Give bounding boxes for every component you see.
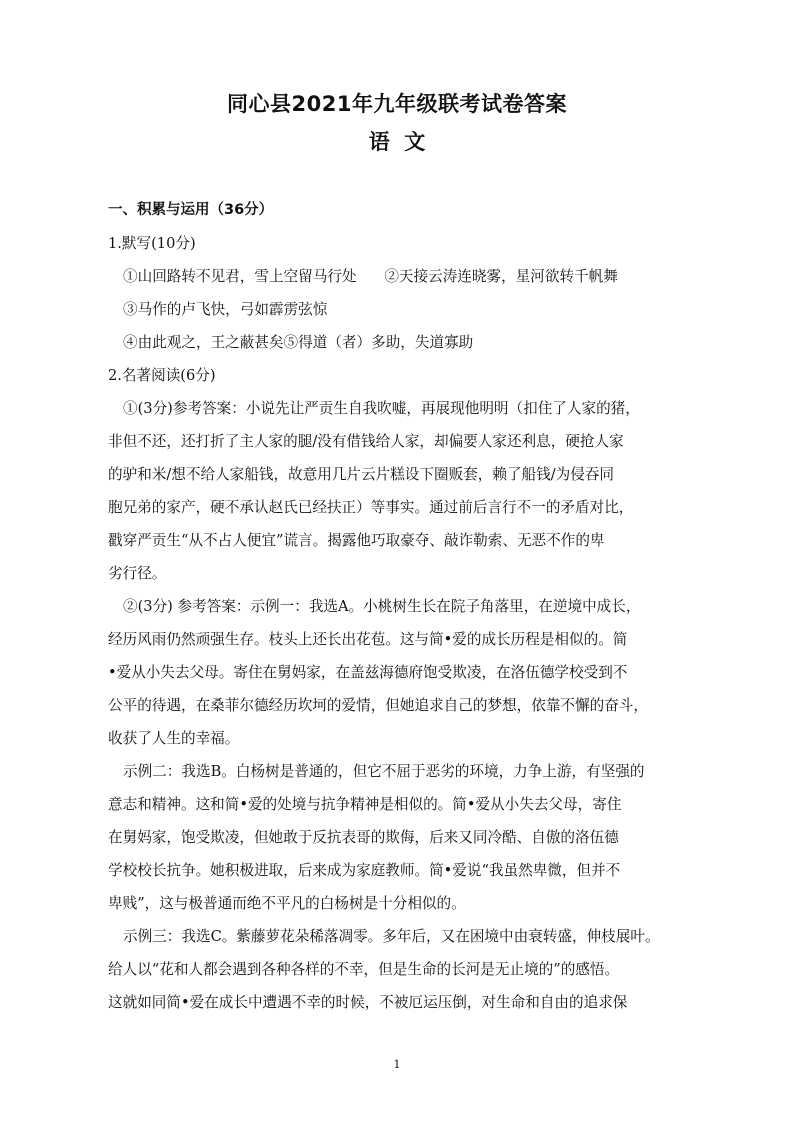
answer-line: 公平的待遇，在桑菲尔德经历坎坷的爱情，但她追求自己的梦想，依靠不懈的奋斗， xyxy=(108,697,648,714)
page-number: 1 xyxy=(393,1058,401,1071)
answer-line: 胞兄弟的家产，硬不承认赵氏已经扶正）等事实。通过前后言行不一的矛盾对比， xyxy=(108,499,634,516)
answer-line: ③马作的卢飞快，弓如霹雳弦惊 xyxy=(123,301,328,318)
answer-line: ②(3分) 参考答案：示例一：我选A。小桃树生长在院子角落里，在逆境中成长， xyxy=(123,598,641,615)
answer-line: 这就如同简•爱在成长中遭遇不幸的时候，不被厄运压倒，对生命和自由的追求保 xyxy=(108,994,628,1011)
answer-line: 在舅妈家，饱受欺凌，但她敢于反抗表哥的欺侮，后来又同冷酷、自傲的洛伍德 xyxy=(108,829,619,846)
question-1-label: 1.默写(10分) xyxy=(108,235,196,252)
document-title: 同心县2021年九年级联考试卷答案 xyxy=(227,92,567,116)
answer-line: 收获了人生的幸福。 xyxy=(108,730,240,747)
answer-line: ④由此观之，王之蔽甚矣⑤得道（者）多助，失道寡助 xyxy=(123,334,474,351)
answer-line: •爱从小失去父母。寄住在舅妈家，在盖兹海德府饱受欺凌，在洛伍德学校受到不 xyxy=(108,664,628,681)
question-2-label: 2.名著阅读(6分) xyxy=(108,367,216,384)
answer-line: 卑贱”，这与极普通而绝不平凡的白杨树是十分相似的。 xyxy=(108,895,466,912)
answer-line: ①山回路转不见君，雪上空留马行处 ②天接云涛连晓雾，星河欲转千帆舞 xyxy=(123,268,618,285)
answer-line: 戳穿严贡生“从不占人便宜”谎言。揭露他巧取豪夺、敲诈勒索、无恶不作的卑 xyxy=(108,532,605,549)
answer-line: 非但不还，还打折了主人家的腿/没有借钱给人家，却偏要人家还利息，硬抢人家 xyxy=(108,433,624,450)
answer-line: 学校校长抗争。她积极进取，后来成为家庭教师。简•爱说“我虽然卑微，但并不 xyxy=(108,862,621,879)
section-heading: 一、积累与运用（36分） xyxy=(108,202,274,218)
answer-line: 意志和精神。这和简•爱的处境与抗争精神是相似的。简•爱从小失去父母，寄住 xyxy=(108,796,622,813)
answer-line: 的驴和米/想不给人家船钱，故意用几片云片糕设下圈贩套，赖了船钱/为侵吞同 xyxy=(108,466,615,483)
answer-line: 经历风雨仍然顽强生存。枝头上还长出花苞。这与简•爱的成长历程是相似的。简 xyxy=(108,631,628,648)
answer-line: 示例三：我选C。紫藤萝花朵稀落凋零。多年后，又在困境中由衰转盛，伸枝展叶。 xyxy=(123,928,660,945)
answer-line: ①(3分)参考答案：小说先让严贡生自我吹嘘，再展现他明明（扣住了人家的猪， xyxy=(123,400,640,417)
answer-line: 劣行径。 xyxy=(108,565,167,582)
answer-line: 示例二：我选B。白杨树是普通的，但它不屈于恶劣的环境，力争上游，有坚强的 xyxy=(123,763,645,780)
subject-title: 语 文 xyxy=(368,130,426,154)
answer-line: 给人以“花和人都会遇到各种各样的不幸，但是生命的长河是无止境的”的感悟。 xyxy=(108,961,620,978)
